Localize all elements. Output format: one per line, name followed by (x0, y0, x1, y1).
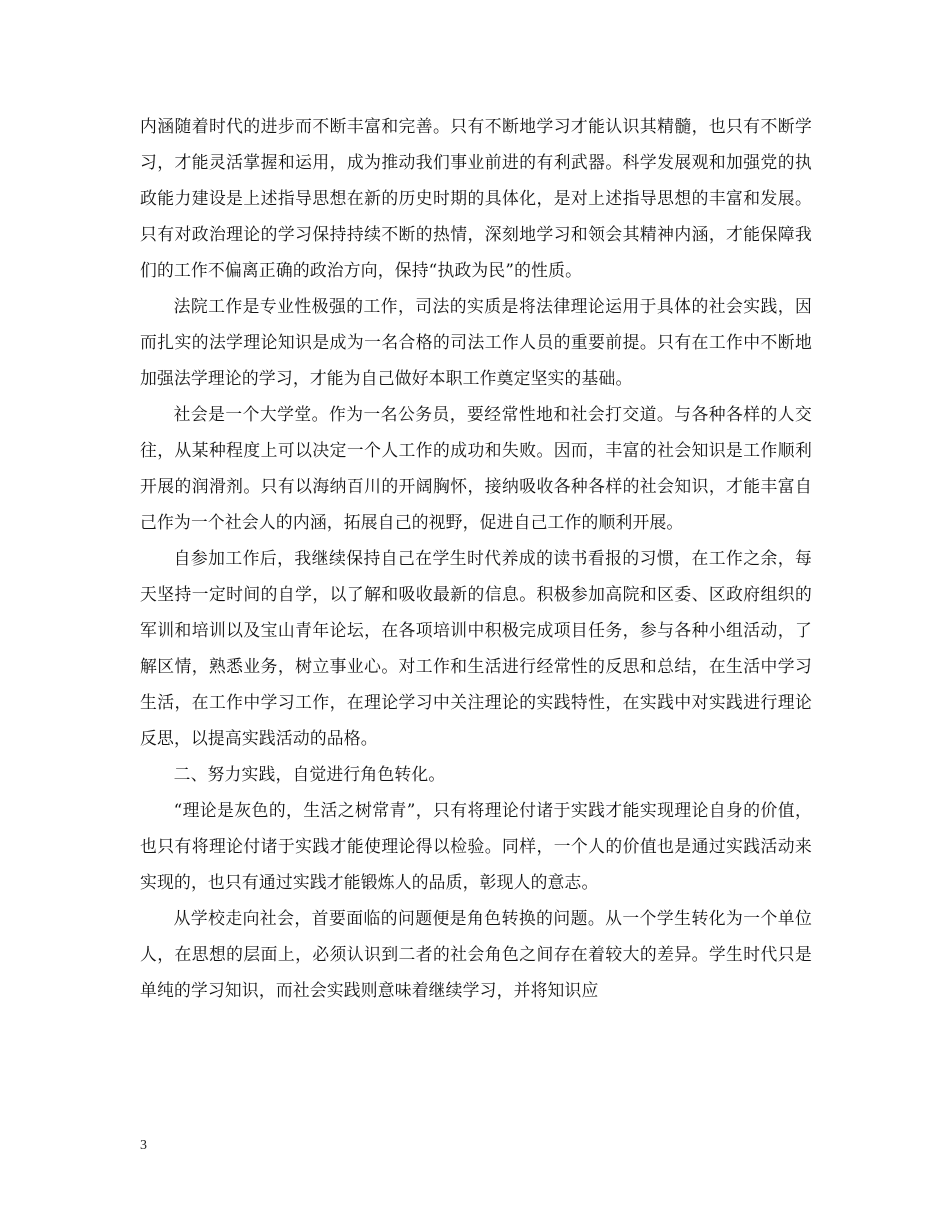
page-number: 3 (140, 1138, 147, 1153)
paragraph-4: 自参加工作后，我继续保持自己在学生时代养成的读书看报的习惯，在工作之余，每天坚持一定时间的自学，以了解和吸收最新的信息。积极参加高院和区委、区政府组织的军训和培训以及宝山青年论坛，在各项培训中积极完成项目任务，参与各种小组活动，了解区情，熟悉业务，树立事业心。对工作和生活进行经常性的反思和总结，在生活中学习生活，在工作中学习工作，在理论学习中关注理论的实践特性，在实践中对实践进行理论反思，以提高实践活动的品格。 (140, 548, 812, 748)
section-heading: 二、努力实践，自觉进行角色转化。 (173, 764, 446, 784)
paragraph-5: “理论是灰色的，生活之树常青”，只有将理论付诸于实践才能实现理论自身的价值，也只有将理论付诸于实践才能使理论得以检验。同样，一个人的价值也是通过实践活动来实现的，也只有通过实践才能锻炼人的品质，彰现人的意志。 (140, 800, 812, 892)
document-body (140, 108, 812, 1008)
paragraph-3: 社会是一个大学堂。作为一名公务员，要经常性地和社会打交道。与各种各样的人交往，从某种程度上可以决定一个人工作的成功和失败。因而，丰富的社会知识是工作顺利开展的润滑剂。只有以海纳百川的开阔胸怀，接纳吸收各种各样的社会知识，才能丰富自己作为一个社会人的内涵，拓展自己的视野，促进自己工作的顺利开展。 (140, 404, 812, 532)
paragraph-2: 法院工作是专业性极强的工作，司法的实质是将法律理论运用于具体的社会实践，因而扎实的法学理论知识是成为一名合格的司法工作人员的重要前提。只有在工作中不断地加强法学理论的学习，才能为自己做好本职工作奠定坚实的基础。 (140, 296, 812, 388)
paragraph-1: 内涵随着时代的进步而不断丰富和完善。只有不断地学习才能认识其精髓，也只有不断学习，才能灵活掌握和运用，成为推动我们事业前进的有利武器。科学发展观和加强党的执政能力建设是上述指导思想在新的历史时期的具体化，是对上述指导思想的丰富和发展。只有对政治理论的学习保持持续不断的热情，深刻地学习和领会其精神内涵，才能保障我们的工作不偏离正确的政治方向，保持“执政为民”的性质。 (140, 116, 812, 280)
paragraph-6: 从学校走向社会，首要面临的问题便是角色转换的问题。从一个学生转化为一个单位人，在思想的层面上，必须认识到二者的社会角色之间存在着较大的差异。学生时代只是单纯的学习知识，而社会实践则意味着继续学习，并将知识应 (140, 908, 812, 1000)
